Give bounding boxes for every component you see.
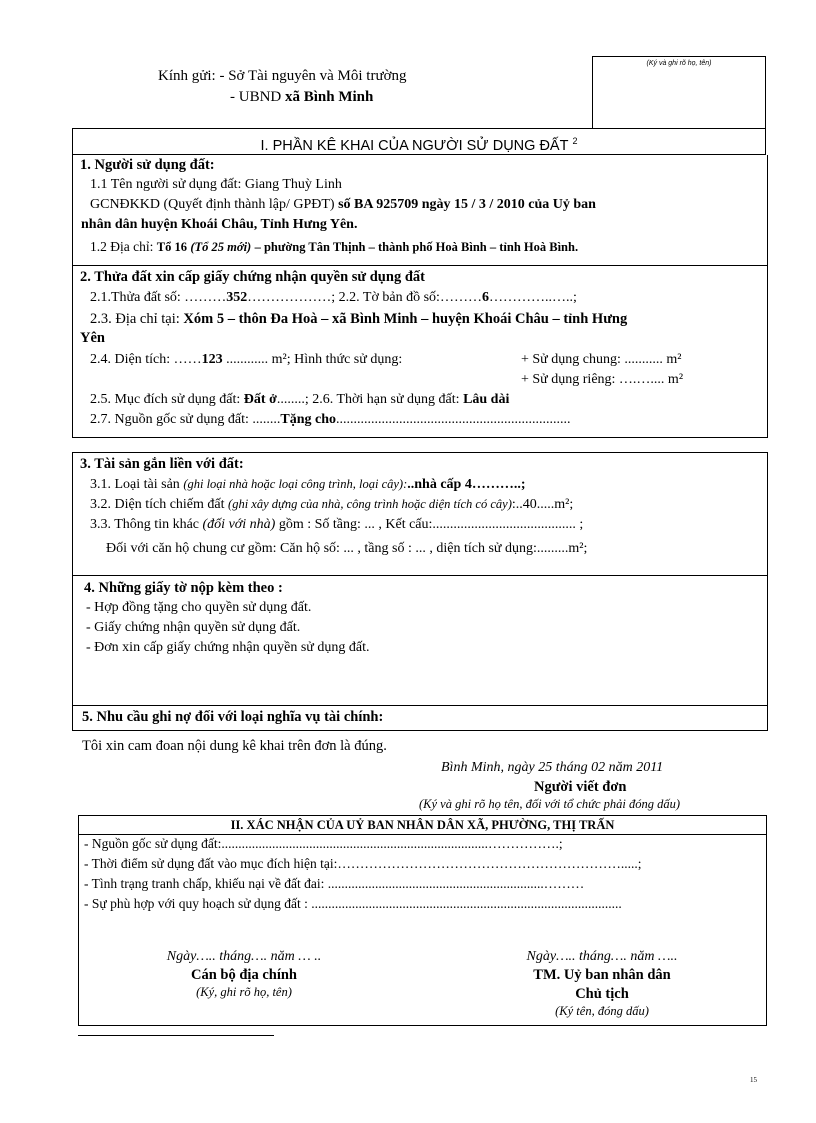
signature-box: [592, 56, 766, 129]
part2-row: - Thời điểm sử dụng đất vào mục đích hiện tại:……………………………………………………….....;: [84, 856, 642, 871]
address-line: [90, 239, 578, 255]
section-2: [72, 266, 768, 438]
user-name-line: 1.1 Tên người sử dụng đất: Giang Thuỳ Linh: [90, 177, 342, 192]
location-line: [90, 311, 627, 328]
signature-box-note: (Ký và ghi rõ họ, tên): [646, 60, 712, 67]
occupied-area-line: [90, 497, 573, 513]
section-2-heading: 2. Thửa đất xin cấp giấy chứng nhận quyền sử dụng đất: [80, 269, 425, 285]
section-4: [72, 575, 768, 706]
left-sign-date: Ngày….. tháng…. năm … ..: [166, 949, 322, 964]
attachment-item: - Đơn xin cấp giấy chứng nhận quyền sử dụng đất.: [86, 640, 370, 655]
gcn-label: GCNĐKKD (Quyết định thành lập/ GPĐT): [90, 197, 335, 212]
other-info-label: 3.3. Thông tin khác: [90, 517, 200, 532]
origin-line: [90, 412, 570, 428]
recipient-1: - Sở Tài nguyên và Môi trường: [219, 68, 407, 84]
recipient-2-name: xã Bình Minh: [285, 89, 374, 105]
other-info-tail: gồm : Số tầng: ... , Kết cấu:......................................... ;: [278, 517, 584, 532]
section-3-heading: 3. Tài sản gắn liền với đất:: [80, 456, 244, 472]
area-value: 123: [201, 352, 223, 367]
left-sign-note: (Ký, ghi rõ họ, tên): [196, 985, 292, 999]
attachment-item: - Hợp đồng tặng cho quyền sử dụng đất.: [86, 600, 312, 615]
section-1: [72, 155, 768, 266]
signer-note: (Ký và ghi rõ họ tên, đối với tổ chức phải đóng dấu): [419, 797, 681, 811]
attachment-item: - Giấy chứng nhận quyền sử dụng đất.: [86, 620, 301, 635]
part1-title-box: [72, 128, 766, 155]
area-label: 2.4. Diện tích: ……: [90, 352, 202, 367]
occupied-area-label: 3.2. Diện tích chiếm đất: [90, 497, 225, 512]
address-label: 1.2 Địa chỉ:: [90, 239, 154, 254]
left-sign-title: Cán bộ địa chính: [191, 967, 297, 983]
apartment-line: Đối với căn hộ chung cư gồm: Căn hộ số: ... , tầng số : ... , diện tích sử dụng:.........m²;: [106, 541, 588, 556]
other-info-note: (đối với nhà): [202, 517, 276, 532]
usage-form-label: ............ m²; Hình thức sử dụng:: [222, 352, 403, 367]
address-a: Tổ 16: [156, 240, 187, 254]
asset-type-note: (ghi loại nhà hoặc loại công trình, loại cây):: [183, 477, 408, 491]
recipient-2-prefix: - UBND: [230, 89, 282, 105]
section-5: [72, 706, 768, 731]
asset-type-label: 3.1. Loại tài sản: [90, 477, 180, 492]
gcn-value-2: nhân dân huyện Khoái Châu, Tỉnh Hưng Yên.: [81, 217, 358, 232]
address-c: – phường Tân Thịnh – thành phố Hoà Bình – tỉnh Hoà Bình.: [254, 240, 579, 254]
part2-box: [78, 815, 767, 1026]
area-line: [90, 352, 402, 368]
right-sign-title-1: TM. Uỷ ban nhân dân: [533, 967, 671, 983]
section-1-heading: 1. Người sử dụng đất:: [80, 157, 215, 173]
origin-value: Tặng cho: [280, 412, 336, 427]
parcel-line: [90, 290, 577, 306]
location-value-1: Xóm 5 – thôn Đa Hoà – xã Bình Minh – huyện Khoái Châu – tỉnh Hưng: [183, 311, 628, 327]
gcn-value-1: số BA 925709 ngày 15 / 3 / 2010 của Uỷ ban: [338, 197, 596, 212]
declaration-place-date: Bình Minh, ngày 25 tháng 02 năm 2011: [441, 760, 664, 775]
recipient-block: [158, 68, 578, 106]
right-sign-note: (Ký tên, đóng dấu): [555, 1004, 649, 1018]
term-label: ........; 2.6. Thời hạn sử dụng đất:: [276, 392, 460, 407]
gcn-line: [90, 197, 596, 213]
map-number: 6: [481, 290, 489, 305]
purpose-line: [90, 392, 509, 408]
left-signature: [119, 949, 369, 1000]
origin-label: 2.7. Nguồn gốc sử dụng đất: ........: [90, 412, 281, 427]
part2-row: - Tình trạng tranh chấp, khiếu nại về đất đai: ................................................................………: [84, 876, 585, 891]
location-label: 2.3. Địa chỉ tại:: [90, 311, 180, 327]
origin-tail: ...................................................................: [335, 412, 571, 427]
parcel-label: 2.1.Thửa đất số: ………: [90, 290, 227, 305]
use-common: + Sử dụng chung: ........... m²: [521, 352, 682, 367]
purpose-value: Đất ở: [243, 392, 277, 407]
address-b: (Tổ 25 mới): [190, 240, 252, 254]
signer-title: Người viết đơn: [534, 779, 627, 795]
footnote-separator: [78, 1035, 274, 1036]
declaration-statement: Tôi xin cam đoan nội dung kê khai trên đơn là đúng.: [82, 738, 387, 754]
occupied-area-value: :..40.....m²;: [511, 497, 574, 512]
part2-row: - Nguồn gốc sử dụng đất:...............................................................................…………….;: [84, 836, 563, 851]
section-3: [72, 452, 768, 576]
page-number: 15: [750, 1076, 757, 1084]
part1-title: I. PHẦN KÊ KHAI CỦA NGƯỜI SỬ DỤNG ĐẤT: [260, 137, 569, 154]
purpose-label: 2.5. Mục đích sử dụng đất:: [90, 392, 241, 407]
map-label: ………………; 2.2. Tờ bản đồ số:………: [247, 290, 482, 305]
kinh-gui-label: Kính gửi:: [158, 68, 216, 84]
use-private: + Sử dụng riêng: ….….... m²: [521, 372, 684, 387]
asset-type-line: [90, 477, 525, 493]
term-value: Lâu dài: [463, 392, 510, 407]
section-4-heading: 4. Những giấy tờ nộp kèm theo :: [84, 580, 283, 596]
part2-row: - Sự phù hợp với quy hoạch sử dụng đất : ............................................................................................: [84, 896, 622, 911]
section-5-heading: 5. Nhu cầu ghi nợ đối với loại nghĩa vụ tài chính:: [82, 709, 384, 725]
right-sign-title-2: Chủ tịch: [575, 986, 629, 1002]
occupied-area-note: (ghi xây dựng của nhà, công trình hoặc diện tích có cây): [228, 497, 512, 511]
right-signature: [477, 949, 727, 1019]
part2-title: II. XÁC NHẬN CỦA UỶ BAN NHÂN DÂN XÃ, PHƯỜNG, THỊ TRẤN: [230, 818, 615, 832]
part1-title-footnote: 2: [572, 136, 578, 146]
location-value-2: Yên: [80, 330, 105, 346]
other-info-line: [90, 517, 583, 533]
parcel-number: 352: [226, 290, 248, 305]
asset-type-value: ..nhà cấp 4………..;: [407, 477, 526, 492]
map-tail: …………..…..;: [488, 290, 577, 305]
right-sign-date: Ngày….. tháng…. năm …..: [526, 949, 678, 964]
